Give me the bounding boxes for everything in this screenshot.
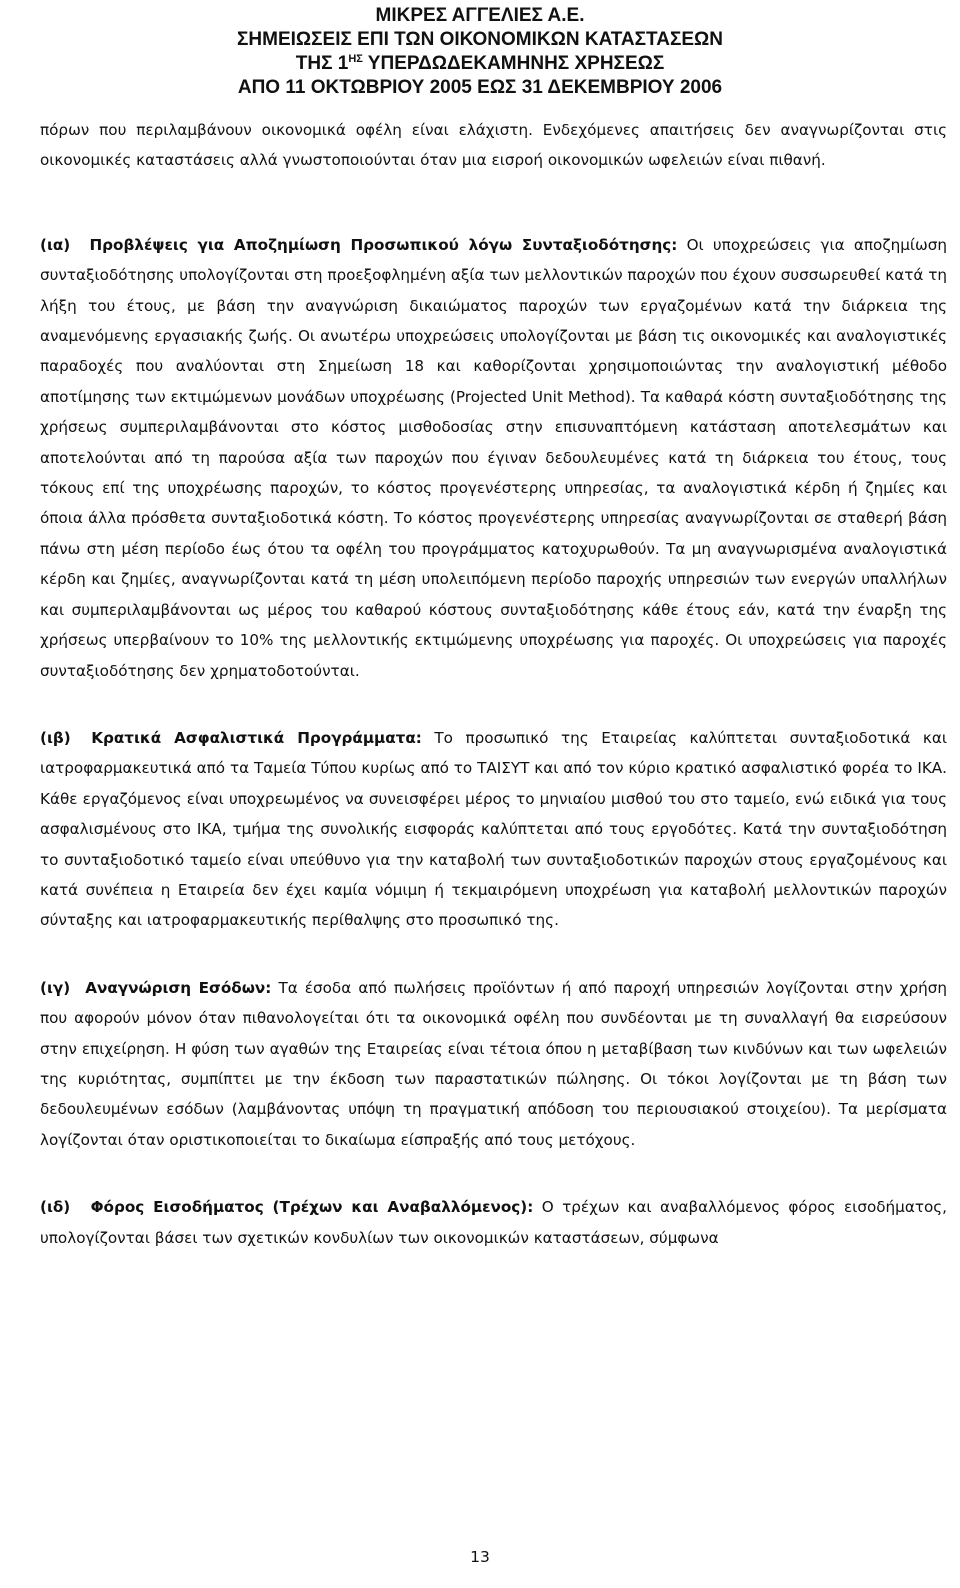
document-body	[40, 115, 947, 1253]
section-body: Τα έσοδα από πωλήσεις προϊόντων ή από παροχή υπηρεσιών λογίζονται στην χρήση που αφορούν μόνον όταν πιθανολογείται ότι τα οικονομικά οφέλη που συνδέονται με τη συναλλαγή θα εισρεύσουν στην επιχείρηση. Η φύση των αγαθών της Εταιρείας είναι τέτοια όπου η μεταβίβαση των κινδύνων και των ωφελειών της κυριότητας, συμπίπτει με την έκδοση των παραστατικών πώλησης. Οι τόκοι λογίζονται με τη βάση των δεδουλευμένων εσόδων (λαμβάνοντας υπόψη τη πραγματική απόδοση του περιουσιακού στοιχείου). Τα μερίσματα λογίζονται όταν οριστικοποιείται το δικαίωμα είσπραξής από τους μετόχους.	[40, 978, 948, 1149]
company-name: ΜΙΚΡΕΣ ΑΓΓΕΛΙΕΣ Α.Ε.	[375, 5, 585, 26]
section-heading: Φόρος Εισοδήματος (Τρέχων και Αναβαλλόμενος):	[90, 1198, 534, 1217]
period-title-pre: ΤΗΣ 1	[295, 53, 349, 74]
section-paragraph	[40, 973, 947, 1155]
section-provisions-retirement	[40, 230, 947, 686]
section-body: Ο τρέχων και αναβαλλόμενος φόρος εισοδήματος, υπολογίζονται βάσει των σχετικών κονδυλίων των οικονομικών καταστάσεων, σύμφωνα	[40, 1198, 948, 1247]
page-number: 13	[470, 1548, 490, 1566]
section-paragraph	[40, 230, 947, 686]
intro-paragraph: πόρων που περιλαμβάνουν οικονομικά οφέλη είναι ελάχιστη. Ενδεχόμενες απαιτήσεις δεν αναγνωρίζονται στις οικονομικές καταστάσεις αλλά γνωστοποιούνται όταν μια εισροή οικονομικών ωφελειών είναι πιθανή.	[40, 121, 947, 170]
section-revenue-recognition	[40, 973, 947, 1155]
page-header	[0, 4, 960, 100]
section-label: (ιγ)	[40, 978, 71, 997]
section-paragraph	[40, 1192, 947, 1253]
section-body: Οι υποχρεώσεις για αποζημίωση συνταξιοδότησης υπολογίζονται στη προεξοφλημένη αξία των μελλοντικών παροχών που έχουν συσσωρευθεί κατά τη λήξη του έτους, με βάση την αναγνώριση δικαιώματος παροχών των εργαζομένων κατά την διάρκεια της αναμενόμενης εργασιακής ζωής. Οι ανωτέρω υποχρεώσεις υπολογίζονται με βάση τις οικονομικές και αναλογιστικές παραδοχές που αναλύονται στη Σημείωση 18 και καθορίζονται χρησιμοποιώντας την αναλογιστική μέθοδο αποτίμησης των εκτιμώμενων μονάδων υποχρέωσης (Projected Unit Method). Τα καθαρά κόστη συνταξιοδότησης της χρήσεως συμπεριλαμβάνονται στο κόστος μισθοδοσίας στην επισυναπτόμενη κατάσταση αποτελεσμάτων και αποτελούνται από τη παρούσα αξία των παροχών που έγιναν δεδουλευμένες κατά τη διάρκεια του έτους, τους τόκους επί της υποχρέωσης παροχών, το κόστος προγενέστερης υπηρεσίας, τα αναλογιστικά κέρδη ή ζημίες και όποια άλλα πρόσθετα συνταξιοδοτικά κόστη. Το κόστος προγενέστερης υπηρεσίας αναγνωρίζονται σε σταθερή βάση πάνω στη μέση περίοδο έως ότου τα οφέλη του προγράμματος κατοχυρωθούν. Τα μη αναγνωρισμένα αναλογιστικά κέρδη και ζημίες, αναγνωρίζονται κατά τη μέση υπολειπόμενη περίοδο παροχής υπηρεσιών των ενεργών υπαλλήλων και συμπεριλαμβάνονται ως μέρος του καθαρού κόστους συνταξιοδότησης κάθε έτους εάν, κατά την έναρξη της χρήσεως υπερβαίνουν το 10% της μελλοντικής εκτιμώμενης υποχρέωσης για παροχές. Οι υποχρεώσεις για παροχές συνταξιοδότησης δεν χρηματοδοτούνται.	[40, 235, 948, 680]
section-heading: Κρατικά Ασφαλιστικά Προγράμματα:	[91, 728, 422, 747]
period-dates: ΑΠΟ 11 ΟΚΤΩΒΡΙΟΥ 2005 ΕΩΣ 31 ΔΕΚΕΜΒΡΙΟΥ 2006	[237, 77, 723, 98]
period-title-sup: ΗΣ	[348, 53, 363, 65]
section-label: (ιδ)	[40, 1198, 71, 1217]
document-title: ΣΗΜΕΙΩΣΕΙΣ ΕΠΙ ΤΩΝ ΟΙΚΟΝΟΜΙΚΩΝ ΚΑΤΑΣΤΑΣΕΩΝ	[237, 29, 723, 50]
section-heading: Αναγνώριση Εσόδων:	[85, 978, 272, 997]
section-body: Το προσωπικό της Εταιρείας καλύπτεται συνταξιοδοτικά και ιατροφαρμακευτικά από τα Ταμεία Τύπου κυρίως από το ΤΑΙΣΥΤ και από τον κύριο κρατικό ασφαλιστικό φορέα το ΙΚΑ. Κάθε εργαζόμενος είναι υποχρεωμένος να συνεισφέρει μέρος το μηνιαίου μισθού του στο ταμείο, ενώ ειδικά για τους ασφαλισμένους στο ΙΚΑ, τμήμα της συνολικής εισφοράς καλύπτεται από τους εργοδότες. Κατά την συνταξιοδότηση το συνταξιοδοτικό ταμείο είναι υπεύθυνο για την καταβολή των συνταξιοδοτικών παροχών στους εργαζομένους και κατά συνέπεια η Εταιρεία δεν έχει καμία νόμιμη ή τεκμαιρόμενη υποχρέωση για καταβολή μελλοντικών παροχών σύνταξης και ιατροφαρμακευτικής περίθαλψης στο προσωπικό της.	[40, 728, 948, 930]
section-label: (ια)	[40, 235, 71, 254]
section-state-insurance	[40, 723, 947, 936]
period-title	[0, 52, 960, 76]
period-title-post: ΥΠΕΡΔΩΔΕΚΑΜΗΝΗΣ ΧΡΗΣΕΩΣ	[362, 53, 665, 74]
section-heading: Προβλέψεις για Αποζημίωση Προσωπικού λόγω Συνταξιοδότησης:	[89, 235, 678, 254]
section-label: (ιβ)	[40, 728, 71, 747]
section-paragraph	[40, 723, 947, 936]
section-income-tax	[40, 1192, 947, 1253]
